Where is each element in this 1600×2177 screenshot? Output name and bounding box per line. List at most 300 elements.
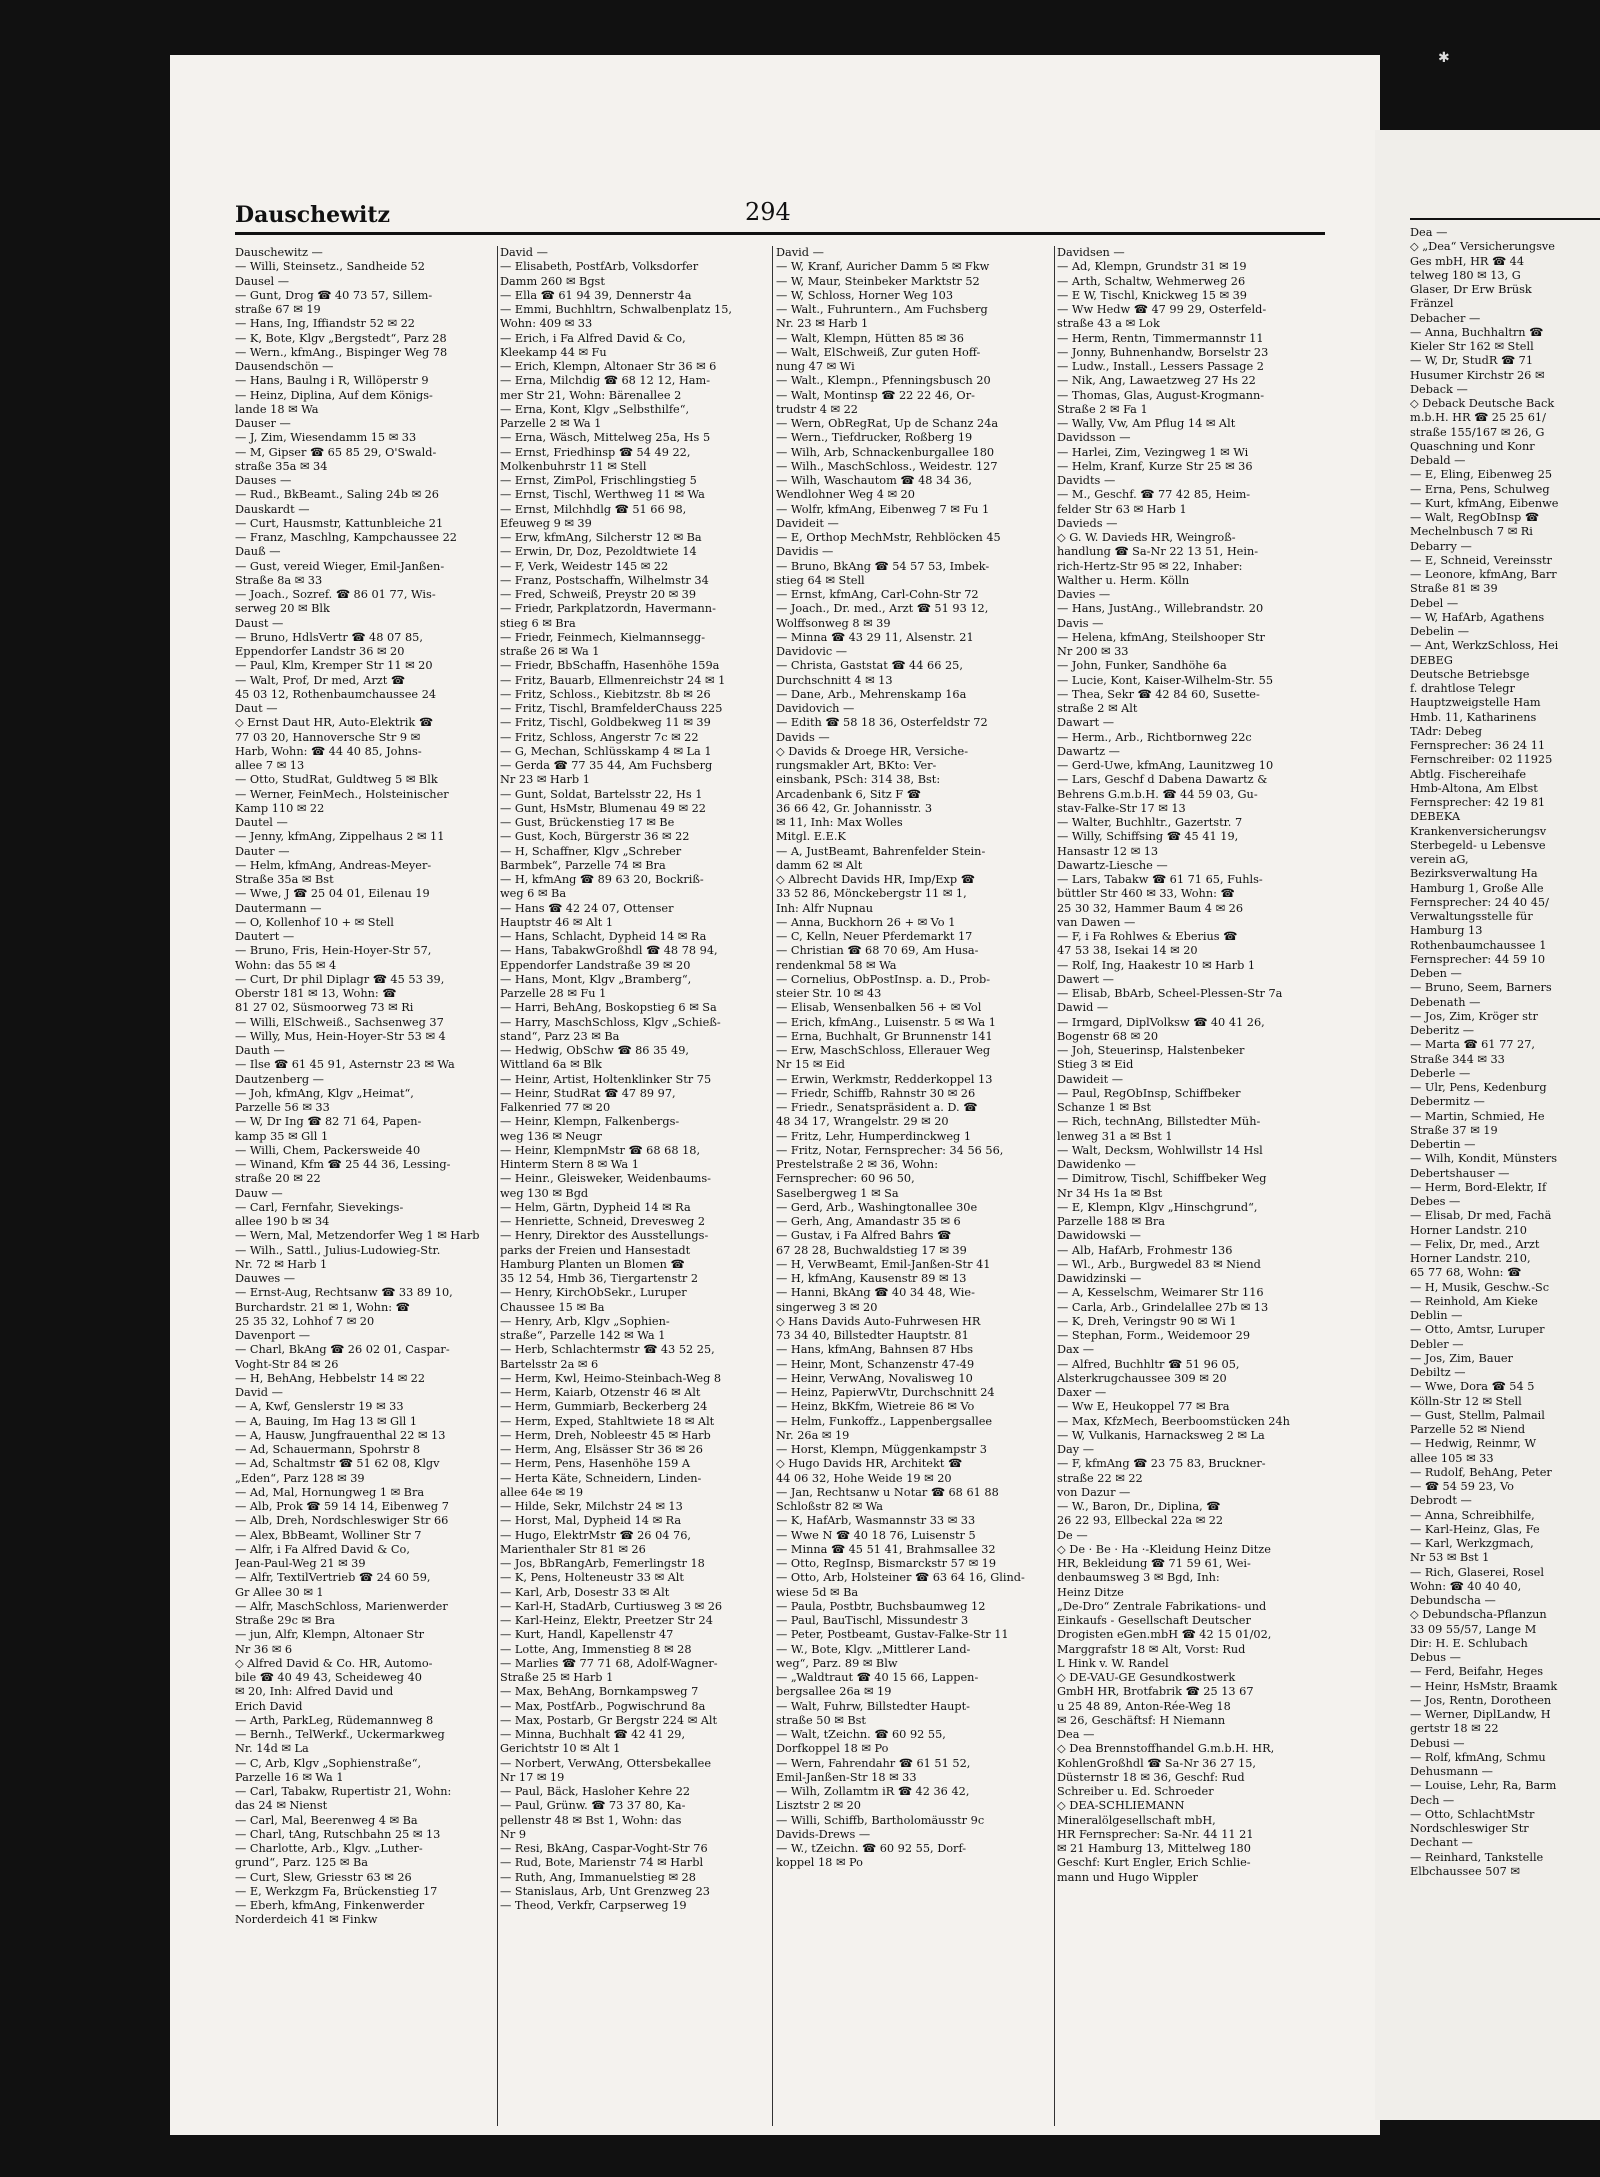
directory-entry: — Alfr, MaschSchloss, Marienwerder xyxy=(235,1599,448,1613)
directory-entry: — Otto, StudRat, Guldtweg 5 ✉ Blk xyxy=(235,773,438,787)
surname-heading: David — xyxy=(500,246,548,259)
directory-entry: — Rolf, kfmAng, Schmu xyxy=(1410,1750,1546,1764)
directory-entry: Saselbergweg 1 ✉ Sa xyxy=(776,1186,899,1200)
directory-entry: — Erna, Buchhalt, Gr Brunnenstr 141 xyxy=(776,1029,993,1043)
directory-entry: nung 47 ✉ Wi xyxy=(776,360,855,373)
directory-entry: pellenstr 48 ✉ Bst 1, Wohn: das xyxy=(500,1813,682,1827)
directory-entry: — Ludw., Install., Lessers Passage 2 xyxy=(1057,360,1264,373)
directory-entry: Krankenversicherungsv xyxy=(1410,824,1547,838)
directory-entry: Straße 29c ✉ Bra xyxy=(235,1614,336,1627)
directory-entry: — Herm, Rentn, Timmermannstr 11 xyxy=(1057,331,1264,345)
surname-heading: Deben — xyxy=(1410,967,1462,980)
directory-entry: — Fritz, Schloss., Kiebitzstr. 8b ✉ 26 xyxy=(500,687,711,701)
directory-entry: — W, Kranf, Auricher Damm 5 ✉ Fkw xyxy=(776,260,990,274)
directory-entry: — Hedwig, ObSchw ☎ 86 35 49, xyxy=(500,1044,690,1057)
directory-entry: allee 7 ✉ 13 xyxy=(235,759,305,772)
directory-entry: Eppendorfer Landstraße 39 ✉ 20 xyxy=(500,958,691,972)
directory-entry: — Ww E, Heukoppel 77 ✉ Bra xyxy=(1057,1400,1230,1414)
directory-entry: — Wern., Tiefdrucker, Roßberg 19 xyxy=(776,431,973,445)
surname-heading: Dawartz-Liesche — xyxy=(1057,858,1168,872)
surname-heading: Davidsen — xyxy=(1057,246,1125,259)
surname-heading: van Dawen — xyxy=(1057,915,1136,929)
directory-entry: weg 130 ✉ Bgd xyxy=(500,1186,589,1200)
directory-entry: — Herm, Ang, Elsässer Str 36 ✉ 26 xyxy=(500,1443,703,1456)
surname-heading: Dauth — xyxy=(235,1044,285,1057)
surname-heading: Dautermann — xyxy=(235,901,322,915)
directory-entry: — Max, Postarb, Gr Bergstr 224 ✉ Alt xyxy=(500,1713,718,1727)
directory-entry: — Heinz, BkKfm, Wietreie 86 ✉ Vo xyxy=(776,1400,975,1414)
directory-entry: — Heinr, Mont, Schanzenstr 47-49 xyxy=(776,1357,975,1371)
surname-heading: Debiltz — xyxy=(1410,1366,1466,1379)
directory-entry: koppel 18 ✉ Po xyxy=(776,1856,863,1870)
surname-heading: Davidovich — xyxy=(776,702,855,715)
directory-entry: ◇ Deback Deutsche Back xyxy=(1410,397,1555,410)
directory-entry: — W, Vulkanis, Harnacksweg 2 ✉ La xyxy=(1057,1428,1265,1442)
directory-entry: „De-Dro“ Zentrale Fabrikations- und xyxy=(1057,1599,1267,1613)
directory-entry: — Rich, technAng, Billstedter Müh- xyxy=(1057,1115,1261,1129)
directory-entry: — Paul, Bäck, Hasloher Kehre 22 xyxy=(500,1785,691,1798)
directory-entry: — F, Verk, Weidestr 145 ✉ 22 xyxy=(500,559,669,573)
directory-entry: — Walt, Prof, Dr med, Arzt ☎ xyxy=(235,673,405,687)
directory-entry: 65 77 68, Wohn: ☎ xyxy=(1410,1266,1522,1280)
directory-entry: — Henry, Direktor des Ausstellungs- xyxy=(500,1229,709,1243)
directory-entry: — Gunt, Soldat, Bartelsstr 22, Hs 1 xyxy=(500,787,703,801)
directory-entry: Prestelstraße 2 ✉ 36, Wohn: xyxy=(776,1158,939,1171)
directory-entry: Bartelsstr 2a ✉ 6 xyxy=(500,1357,599,1371)
directory-entry: — Jan, Rechtsanw u Notar ☎ 68 61 88 xyxy=(776,1485,999,1499)
directory-entry: — Hans, Schlacht, Dypheid 14 ✉ Ra xyxy=(500,930,707,943)
directory-entry: Fernsprecher: 24 40 45/ xyxy=(1410,895,1549,909)
directory-entry: Mechelnbusch 7 ✉ Ri xyxy=(1410,525,1533,539)
directory-entry: allee 105 ✉ 33 xyxy=(1410,1451,1494,1465)
surname-heading: Davies — xyxy=(1057,588,1111,601)
directory-entry: — Rich, Glaserei, Rosel xyxy=(1410,1565,1544,1579)
directory-entry: — Christa, Gaststat ☎ 44 66 25, xyxy=(776,659,963,673)
directory-entry: — Otto, RegInsp, Bismarckstr 57 ✉ 19 xyxy=(776,1557,997,1570)
directory-entry: bile ☎ 40 49 43, Scheideweg 40 xyxy=(235,1671,422,1684)
directory-entry: — Stephan, Form., Weidemoor 29 xyxy=(1057,1329,1251,1342)
directory-entry: — Otto, Arb, Holsteiner ☎ 63 64 16, Glind- xyxy=(776,1571,1025,1585)
surname-heading: Dawart — xyxy=(1057,716,1115,730)
directory-entry: DEBEG xyxy=(1410,653,1453,667)
directory-entry: — Rud., BkBeamt., Saling 24b ✉ 26 xyxy=(235,488,439,502)
directory-entry: Hansastr 12 ✉ 13 xyxy=(1057,844,1159,858)
directory-entry: Hamburg Planten un Blomen ☎ xyxy=(500,1257,685,1271)
directory-entry: — A, Bauing, Im Hag 13 ✉ Gll 1 xyxy=(235,1414,418,1428)
surname-heading: Davidsson — xyxy=(1057,431,1131,445)
directory-entry: — O, Kollenhof 10 + ✉ Stell xyxy=(235,915,394,929)
directory-entry: — Dimitrow, Tischl, Schiffbeker Weg xyxy=(1057,1172,1267,1186)
directory-entry: Bogenstr 68 ✉ 20 xyxy=(1057,1029,1159,1043)
surname-heading: Day — xyxy=(1057,1443,1095,1456)
directory-entry: — Wern, Fahrendahr ☎ 61 51 52, xyxy=(776,1756,971,1770)
directory-entry: Husumer Kirchstr 26 ✉ xyxy=(1410,368,1545,382)
directory-entry: verein aG, xyxy=(1410,853,1469,866)
surname-heading: Davids — xyxy=(776,730,830,744)
directory-entry: — H, kfmAng, Kausenstr 89 ✉ 13 xyxy=(776,1272,967,1285)
directory-entry: — H, BehAng, Hebbelstr 14 ✉ 22 xyxy=(235,1371,426,1385)
directory-entry: — Emmi, Buchhltrn, Schwalbenplatz 15, xyxy=(500,303,732,316)
directory-entry: 77 03 20, Hannoversche Str 9 ✉ xyxy=(235,730,421,744)
directory-entry: Horner Landstr. 210 xyxy=(1410,1223,1527,1237)
surname-heading: Daust — xyxy=(235,616,284,630)
directory-entry: bergsallee 26a ✉ 19 xyxy=(776,1685,892,1699)
directory-entry: — K, Dreh, Veringstr 90 ✉ Wi 1 xyxy=(1057,1314,1237,1328)
directory-entry: straße 35a ✉ 34 xyxy=(235,459,328,473)
directory-entry: — Wilh., Sattl., Julius-Ludowieg-Str. xyxy=(235,1243,441,1257)
directory-entry: — Gust, Koch, Bürgerstr 36 ✉ 22 xyxy=(500,830,690,844)
directory-entry: — Thea, Sekr ☎ 42 84 60, Susette- xyxy=(1057,687,1260,701)
surname-heading: Debald — xyxy=(1410,454,1466,467)
directory-entry: mann und Hugo Wippler xyxy=(1057,1870,1198,1884)
directory-entry: Molkenbuhrstr 11 ✉ Stell xyxy=(500,459,647,473)
directory-entry: — Heinr., Gleisweker, Weidenbaums- xyxy=(500,1172,711,1186)
directory-entry: Inh: Alfr Nupnau xyxy=(776,901,874,915)
directory-entry: ✉ 21 Hamburg 13, Mittelweg 180 xyxy=(1057,1842,1251,1855)
directory-entry: weg“, Parz. 89 ✉ Blw xyxy=(776,1656,898,1670)
right-page-rule xyxy=(1410,218,1600,220)
directory-entry: — Ernst-Aug, Rechtsanw ☎ 33 89 10, xyxy=(235,1286,453,1300)
directory-entry: Drogisten eGen.mbH ☎ 42 15 01/02, xyxy=(1057,1628,1272,1642)
directory-entry: Horner Landstr. 210, xyxy=(1410,1252,1531,1265)
directory-entry: — Minna ☎ 43 29 11, Alsenstr. 21 xyxy=(776,630,974,644)
surname-heading: Debertshauser — xyxy=(1410,1166,1510,1180)
surname-heading: Dauw — xyxy=(235,1186,283,1200)
directory-entry: — Curt, Hausmstr, Kattunbleiche 21 xyxy=(235,516,444,530)
directory-entry: — Erich, Klempn, Altonaer Str 36 ✉ 6 xyxy=(500,360,717,373)
directory-entry: — Walt, tZeichn. ☎ 60 92 55, xyxy=(776,1728,946,1741)
directory-entry: TAdr: Debeg xyxy=(1410,724,1482,738)
surname-heading: Dech — xyxy=(1410,1793,1455,1807)
directory-entry: — Nik, Ang, Lawaetzweg 27 Hs 22 xyxy=(1057,374,1256,388)
directory-entry: — E, Orthop MechMstr, Rehblöcken 45 xyxy=(776,531,1001,544)
directory-entry: — Helm, Funkoffz., Lappenbergsallee xyxy=(776,1414,993,1428)
surname-heading: Dauter — xyxy=(235,844,290,858)
directory-entry: Gerichtstr 10 ✉ Alt 1 xyxy=(500,1742,621,1756)
surname-heading: Debus — xyxy=(1410,1651,1461,1664)
column-2 xyxy=(500,246,766,1913)
surname-heading: Debel — xyxy=(1410,596,1459,610)
directory-entry: 26 22 93, Ellbeckal 22a ✉ 22 xyxy=(1057,1514,1224,1528)
directory-entry: Wittland 6a ✉ Blk xyxy=(500,1058,602,1072)
directory-entry: — Fritz, Lehr, Humperdinckweg 1 xyxy=(776,1129,972,1143)
directory-entry: — Minna, Buchhalt ☎ 42 41 29, xyxy=(500,1728,686,1741)
directory-entry: — Elisab, BbArb, Scheel-Plessen-Str 7a xyxy=(1057,987,1283,1000)
directory-entry: Nr 17 ✉ 19 xyxy=(500,1770,565,1784)
directory-entry: straße 26 ✉ Wa 1 xyxy=(500,645,600,658)
surname-heading: Davieds — xyxy=(1057,516,1118,530)
directory-entry: allee 190 b ✉ 34 xyxy=(235,1215,330,1228)
directory-entry: — Harry, MaschSchloss, Klgv „Schieß- xyxy=(500,1015,721,1029)
directory-entry: ◇ Debundscha-Pflanzun xyxy=(1410,1608,1547,1622)
directory-entry: — Curt, Dr phil Diplagr ☎ 45 53 39, xyxy=(235,972,445,986)
directory-entry: lande 18 ✉ Wa xyxy=(235,402,319,416)
directory-entry: — Willy, Schiffsing ☎ 45 41 19, xyxy=(1057,830,1239,844)
directory-entry: Fränzel xyxy=(1410,297,1454,311)
directory-entry: — Karl-H, StadArb, Curtiusweg 3 ✉ 26 xyxy=(500,1599,723,1613)
directory-entry: — Wilh., MaschSchloss., Weidestr. 127 xyxy=(776,459,998,473)
directory-entry: — Heinz, PapierwVtr, Durchschnitt 24 xyxy=(776,1386,995,1399)
directory-entry: — Hans, JustAng., Willebrandstr. 20 xyxy=(1057,602,1264,616)
directory-entry: — Ww Hedw ☎ 47 99 29, Osterfeld- xyxy=(1057,303,1267,316)
directory-entry: rungsmakler Art, BKto: Ver- xyxy=(776,759,937,772)
surname-heading: Dawert — xyxy=(1057,972,1114,986)
directory-entry: — Willi, Schiffb, Bartholomäusstr 9c xyxy=(776,1813,985,1827)
directory-entry: — Alfr, TextilVertrieb ☎ 24 60 59, xyxy=(235,1571,431,1585)
directory-entry: — Alb, HafArb, Frohmestr 136 xyxy=(1057,1243,1233,1257)
directory-entry: — Herm, Exped, Stahltwiete 18 ✉ Alt xyxy=(500,1414,715,1428)
directory-entry: — Ernst, Milchhdlg ☎ 51 66 98, xyxy=(500,502,687,516)
directory-entry: Wohn: 409 ✉ 33 xyxy=(500,317,593,331)
directory-entry: — Herta Käte, Schneidern, Linden- xyxy=(500,1471,702,1485)
directory-entry: straße 67 ✉ 19 xyxy=(235,303,321,316)
directory-entry: büttler Str 460 ✉ 33, Wohn: ☎ xyxy=(1057,887,1235,901)
directory-entry: — Hans, kfmAng, Bahnsen 87 Hbs xyxy=(776,1343,974,1357)
directory-entry: 45 03 12, Rothenbaumchaussee 24 xyxy=(235,687,437,701)
directory-entry: — Bruno, HdlsVertr ☎ 48 07 85, xyxy=(235,630,423,644)
directory-entry: — Anna, Buckhorn 26 + ✉ Vo 1 xyxy=(776,915,956,929)
directory-entry: — W, Dr Ing ☎ 82 71 64, Papen- xyxy=(235,1115,422,1129)
directory-entry: Quaschning und Konr xyxy=(1410,439,1535,453)
directory-entry: — C, Arb, Klgv „Sophienstraße“, xyxy=(235,1756,422,1770)
directory-entry: — Wilh, Arb, Schnackenburgallee 180 xyxy=(776,445,995,459)
directory-entry: — Hans, Baulng i R, Willöperstr 9 xyxy=(235,374,429,388)
directory-entry: allee 64e ✉ 19 xyxy=(500,1485,584,1499)
directory-entry: — Heinr, HsMstr, Braamk xyxy=(1410,1679,1558,1693)
directory-entry: — Helm, kfmAng, Andreas-Meyer- xyxy=(235,858,432,872)
directory-entry: — Lotte, Ang, Immenstieg 8 ✉ 28 xyxy=(500,1642,692,1656)
directory-entry: — H, Musik, Geschw.-Sc xyxy=(1410,1280,1550,1294)
directory-entry: — Arth, ParkLeg, Rüdemannweg 8 xyxy=(235,1713,434,1727)
directory-entry: — Elisabeth, PostfArb, Volksdorfer xyxy=(500,260,699,274)
directory-entry: Mineralölgesellschaft mbH, xyxy=(1057,1813,1216,1827)
directory-entry: Nr 15 ✉ Eid xyxy=(776,1058,845,1072)
directory-entry: — Ad, Mal, Hornungweg 1 ✉ Bra xyxy=(235,1485,425,1499)
directory-entry: Nr. 26a ✉ 19 xyxy=(776,1428,850,1442)
directory-entry: Falkenried 77 ✉ 20 xyxy=(500,1101,611,1114)
directory-entry: kamp 35 ✉ Gll 1 xyxy=(235,1129,329,1143)
section-heading: Dauschewitz xyxy=(235,202,391,228)
directory-entry: — Walt, Montinsp ☎ 22 22 46, Or- xyxy=(776,388,975,402)
surname-heading: Deback — xyxy=(1410,382,1468,396)
directory-entry: — Jos, BbRangArb, Femerlingstr 18 xyxy=(500,1557,705,1570)
directory-entry: Chaussee 15 ✉ Ba xyxy=(500,1300,605,1314)
directory-entry: rendenkmal 58 ✉ Wa xyxy=(776,958,897,972)
directory-entry: — Alb, Dreh, Nordschleswiger Str 66 xyxy=(235,1514,449,1528)
directory-entry: — Gust, vereid Wieger, Emil-Janßen- xyxy=(235,559,445,573)
directory-entry: 44 06 32, Hohe Weide 19 ✉ 20 xyxy=(776,1471,952,1485)
surname-heading: Davidovic — xyxy=(776,645,848,658)
directory-entry: Hauptstr 46 ✉ Alt 1 xyxy=(500,915,614,929)
directory-entry: Erich David xyxy=(235,1699,303,1713)
directory-entry: — A, Kwf, Genslerstr 19 ✉ 33 xyxy=(235,1400,404,1414)
directory-entry: 73 34 40, Billstedter Hauptstr. 81 xyxy=(776,1329,969,1342)
directory-entry: Sterbegeld- u Lebensve xyxy=(1410,838,1546,852)
directory-entry: — A, JustBeamt, Bahrenfelder Stein- xyxy=(776,844,986,858)
surname-heading: David — xyxy=(235,1386,283,1399)
directory-entry: 25 35 32, Lohhof 7 ✉ 20 xyxy=(235,1314,375,1328)
directory-entry: Alsterkrugchaussee 309 ✉ 20 xyxy=(1057,1371,1227,1385)
surname-heading: Dax — xyxy=(1057,1343,1095,1357)
surname-heading: Dauses — xyxy=(235,474,292,487)
directory-entry: — Franz, Maschlng, Kampchaussee 22 xyxy=(235,531,457,544)
directory-entry: Straße 35a ✉ Bst xyxy=(235,873,334,886)
surname-heading: Dauschewitz — xyxy=(235,246,323,259)
directory-entry: Marienthaler Str 81 ✉ 26 xyxy=(500,1542,646,1556)
directory-entry: — Herm, Dreh, Nobleestr 45 ✉ Harb xyxy=(500,1428,711,1442)
directory-entry: — Dane, Arb., Mehrenskamp 16a xyxy=(776,687,967,701)
directory-entry: — Otto, Amtsr, Luruper xyxy=(1410,1323,1545,1337)
directory-entry: — Karl, Arb, Dosestr 33 ✉ Alt xyxy=(500,1585,670,1599)
directory-entry: — Irmgard, DiplVolksw ☎ 40 41 26, xyxy=(1057,1015,1265,1029)
directory-entry: ✉ 11, Inh: Max Wolles xyxy=(776,816,903,829)
directory-entry: — Gunt, HsMstr, Blumenau 49 ✉ 22 xyxy=(500,801,706,815)
directory-entry: Nr 53 ✉ Bst 1 xyxy=(1410,1551,1490,1565)
directory-entry: straße 50 ✉ Bst xyxy=(776,1713,866,1727)
surname-heading: Dawidenko — xyxy=(1057,1158,1136,1171)
directory-entry: — Ruth, Ang, Immanuelstieg ✉ 28 xyxy=(500,1870,696,1884)
directory-entry: — Herm, Kaiarb, Otzenstr 46 ✉ Alt xyxy=(500,1386,701,1399)
directory-entry: — Hans ☎ 42 24 07, Ottenser xyxy=(500,901,674,915)
directory-entry: steier Str. 10 ✉ 43 xyxy=(776,987,882,1000)
directory-entry: das 24 ✉ Nienst xyxy=(235,1799,328,1813)
directory-entry: — Arth, Schaltw, Wehmerweg 26 xyxy=(1057,274,1246,288)
directory-entry: ◇ Alfred David & Co. HR, Automo- xyxy=(235,1656,433,1670)
directory-entry: straße 2 ✉ Alt xyxy=(1057,702,1138,715)
directory-entry: — H, kfmAng ☎ 89 63 20, Bockriß- xyxy=(500,873,704,886)
surname-heading: Dautel — xyxy=(235,816,288,829)
directory-entry: — Fritz, Notar, Fernsprecher: 34 56 56, xyxy=(776,1143,1004,1157)
directory-entry: Hinterm Stern 8 ✉ Wa 1 xyxy=(500,1158,639,1171)
surname-heading: Debarry — xyxy=(1410,539,1472,553)
directory-entry: mer Str 21, Wohn: Bärenallee 2 xyxy=(500,388,682,402)
directory-entry: Burchardstr. 21 ✉ 1, Wohn: ☎ xyxy=(235,1300,410,1314)
directory-entry: Parzelle 16 ✉ Wa 1 xyxy=(235,1770,344,1784)
directory-entry: Straße 2 ✉ Fa 1 xyxy=(1057,402,1148,416)
directory-entry: — Henry, KirchObSekr., Luruper xyxy=(500,1286,687,1300)
surname-heading: Dauskardt — xyxy=(235,502,310,516)
directory-entry: — Heinr, Klempn, Falkenbergs- xyxy=(500,1115,680,1129)
directory-entry: — Kurt, kfmAng, Eibenwe xyxy=(1410,496,1559,510)
surname-heading: De — xyxy=(1057,1528,1088,1542)
directory-entry: straße 22 ✉ 22 xyxy=(1057,1471,1143,1485)
directory-entry: — Wolfr, kfmAng, Eibenweg 7 ✉ Fu 1 xyxy=(776,502,990,516)
surname-heading: Davidis — xyxy=(776,545,834,559)
directory-entry: — Helena, kfmAng, Steilshooper Str xyxy=(1057,630,1265,644)
directory-entry: — H, Schaffner, Klgv „Schreber xyxy=(500,844,682,858)
directory-entry: ◇ G. W. Davieds HR, Weingroß- xyxy=(1057,531,1236,544)
directory-entry: Straße 81 ✉ 39 xyxy=(1410,582,1498,596)
directory-entry: — Gust, Brückenstieg 17 ✉ Be xyxy=(500,816,675,829)
directory-entry: — Wwe N ☎ 40 18 76, Luisenstr 5 xyxy=(776,1528,976,1542)
directory-entry: m.b.H. HR ☎ 25 25 61/ xyxy=(1410,411,1546,425)
directory-entry: einsbank, PSch: 314 38, Bst: xyxy=(776,773,941,787)
directory-entry: — Fritz, Bauarb, Ellmenreichstr 24 ✉ 1 xyxy=(500,673,726,687)
directory-entry: denbaumsweg 3 ✉ Bgd, Inh: xyxy=(1057,1571,1220,1585)
directory-entry: 36 66 42, Gr. Johannisstr. 3 xyxy=(776,801,933,815)
directory-entry: Stieg 3 ✉ Eid xyxy=(1057,1058,1134,1072)
directory-entry: — Erna, Pens, Schulweg xyxy=(1410,482,1550,496)
directory-entry: — Curt, Slew, Griesstr 63 ✉ 26 xyxy=(235,1870,412,1884)
directory-entry: — Gerd, Arb., Washingtonallee 30e xyxy=(776,1200,978,1214)
directory-entry: — J, Zim, Wiesendamm 15 ✉ 33 xyxy=(235,431,417,445)
surname-heading: Dauß — xyxy=(235,545,281,559)
directory-entry: — Henriette, Schneid, Drevesweg 2 xyxy=(500,1215,706,1228)
directory-entry: — Friedr, Parkplatzordn, Havermann- xyxy=(500,602,716,616)
directory-entry: Voght-Str 84 ✉ 26 xyxy=(235,1357,339,1371)
directory-entry: — Paul, Klm, Kremper Str 11 ✉ 20 xyxy=(235,659,433,673)
directory-entry: — W., Baron, Dr., Diplina, ☎ xyxy=(1057,1500,1221,1513)
surname-heading: Debelin — xyxy=(1410,625,1470,638)
surname-heading: Debacher — xyxy=(1410,311,1481,325)
directory-entry: — Rolf, Ing, Haakestr 10 ✉ Harb 1 xyxy=(1057,958,1256,972)
surname-heading: Daxer — xyxy=(1057,1386,1107,1399)
directory-entry: — Ernst, Friedhinsp ☎ 54 49 22, xyxy=(500,445,691,459)
directory-entry: Arcadenbank 6, Sitz F ☎ xyxy=(776,787,921,801)
directory-entry: — Erich, kfmAng., Luisenstr. 5 ✉ Wa 1 xyxy=(776,1015,996,1029)
directory-entry: Fernsprecher: 36 24 11 xyxy=(1410,739,1546,752)
directory-entry: Harb, Wohn: ☎ 44 40 85, Johns- xyxy=(235,744,422,758)
directory-entry: — Herm, Gummiarb, Beckerberg 24 xyxy=(500,1400,708,1414)
directory-entry: weg 136 ✉ Neugr xyxy=(500,1129,602,1143)
directory-entry: Fernsprecher: 60 96 50, xyxy=(776,1172,915,1186)
directory-entry: Nr 9 xyxy=(500,1827,527,1841)
surname-heading: Dautzenberg — xyxy=(235,1072,324,1086)
directory-entry: — Walt., Fuhruntern., Am Fuchsberg xyxy=(776,303,988,316)
directory-entry: Düsternstr 18 ✉ 36, Geschf: Rud xyxy=(1057,1770,1245,1784)
directory-entry: — Martin, Schmied, He xyxy=(1410,1109,1545,1123)
directory-entry: — Cornelius, ObPostInsp. a. D., Prob- xyxy=(776,972,991,986)
directory-entry: Parzelle 52 ✉ Niend xyxy=(1410,1423,1526,1436)
directory-entry: — Lucie, Kont, Kaiser-Wilhelm-Str. 55 xyxy=(1057,673,1274,687)
directory-entry: — Erna, Milchdig ☎ 68 12 12, Ham- xyxy=(500,374,711,388)
directory-entry: felder Str 63 ✉ Harb 1 xyxy=(1057,502,1187,516)
directory-entry: Gr Allee 30 ✉ 1 xyxy=(235,1585,324,1599)
directory-entry: f. drahtlose Telegr xyxy=(1410,682,1515,695)
directory-entry: Schanze 1 ✉ Bst xyxy=(1057,1101,1152,1114)
directory-entry: — K, Bote, Klgv „Bergstedt“, Parz 28 xyxy=(235,331,447,345)
directory-entry: 47 53 38, Isekai 14 ✉ 20 xyxy=(1057,944,1198,958)
directory-entry: — Friedr, Feinmech, Kielmannsegg- xyxy=(500,630,706,644)
directory-entry: ◇ Ernst Daut HR, Auto-Elektrik ☎ xyxy=(235,716,433,730)
directory-entry: Einkaufs - Gesellschaft Deutscher xyxy=(1057,1614,1251,1627)
directory-entry: — Hugo, ElektrMstr ☎ 26 04 76, xyxy=(500,1528,692,1542)
directory-entry: — Alb, Prok ☎ 59 14 14, Eibenweg 7 xyxy=(235,1500,449,1513)
directory-entry: — Carl, Mal, Beerenweg 4 ✉ Ba xyxy=(235,1813,418,1827)
directory-entry: — Walt., Klempn., Pfenningsbusch 20 xyxy=(776,374,991,388)
directory-entry: DEBEKA xyxy=(1410,810,1460,824)
directory-entry: — Ferd, Beifahr, Heges xyxy=(1410,1665,1543,1679)
directory-entry: — Paula, Postbtr, Buchsbaumweg 12 xyxy=(776,1599,986,1613)
surname-heading: Dawid — xyxy=(1057,1001,1109,1015)
directory-entry: straße 20 ✉ 22 xyxy=(235,1172,321,1186)
directory-entry: Fernsprecher: 42 19 81 xyxy=(1410,796,1546,809)
directory-entry: — Carl, Tabakw, Rupertistr 21, Wohn: xyxy=(235,1785,452,1798)
directory-entry: — C, Kelln, Neuer Pferdemarkt 17 xyxy=(776,930,973,943)
directory-entry: — Joh, kfmAng, Klgv „Heimat“, xyxy=(235,1086,414,1100)
directory-entry: — Gerda ☎ 77 35 44, Am Fuchsberg xyxy=(500,759,713,772)
directory-entry: Hmb-Altona, Am Elbst xyxy=(1410,781,1538,795)
directory-entry: 33 52 86, Mönckebergstr 11 ✉ 1, xyxy=(776,887,967,901)
directory-entry: — Marta ☎ 61 77 27, xyxy=(1410,1038,1536,1052)
directory-entry: — Lars, Geschf d Dabena Dawartz & xyxy=(1057,773,1268,787)
directory-entry: — Otto, SchlachtMstr xyxy=(1410,1807,1535,1821)
directory-entry: Hmb. 11, Katharinens xyxy=(1410,710,1537,724)
directory-entry: ◇ DEA-SCHLIEMANN xyxy=(1057,1799,1185,1813)
surname-heading: Deberitz — xyxy=(1410,1024,1475,1037)
directory-entry: damm 62 ✉ Alt xyxy=(776,858,863,872)
directory-entry: — E, Schneid, Vereinsstr xyxy=(1410,553,1552,567)
